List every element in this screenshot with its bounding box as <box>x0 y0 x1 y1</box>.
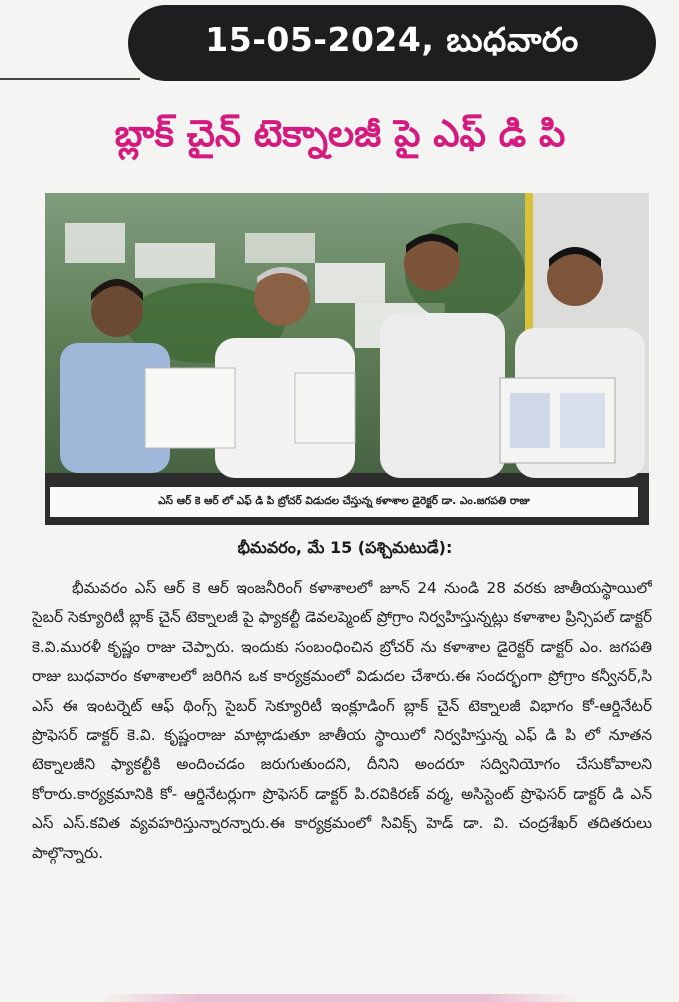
photo-caption: ఎస్ ఆర్ కె ఆర్ లో ఎఫ్ డి పి బ్రోచర్ విడుదల చేస్తున్న కళాశాల డైరెక్టర్ డా. ఎం.జగపతి రాజు <box>50 487 638 517</box>
article-body: భీమవరం ఎస్ ఆర్ కె ఆర్ ఇంజనీరింగ్ కళాశాలలో జూన్ 24 నుండి 28 వరకు జాతీయస్థాయిలో సైబర్ సెక్యూరిటీ బ్లాక్ చైన్ టెక్నాలజీ పై ఫ్యాకల్టీ డెవలప్మెంట్ ప్రోగ్రాం నిర్వహిస్తున్నట్లు కళాశాల ప్రిన్సిపల్ డాక్టర్ కె.వి.మురళీ కృష్ణం రాజు చెప్పారు. ఇందుకు సంబంధించిన బ్రోచర్ ను కళాశాల డైరెక్టర్ డాక్టర్ ఎం. జగపతి రాజు బుధవారం కళాశాలలో జరిగిన ఒక కార్యక్రమంలో విడుదల చేశారు.ఈ సందర్భంగా ప్రోగ్రాం కన్వీనర్,సి ఎస్ ఈ ఇంటర్నెట్ ఆఫ్ థింగ్స్ సైబర్ సెక్యూరిటీ ఇంక్లూడింగ్ బ్లాక్ చైన్ టెక్నాలజీ విభాగం కో-ఆర్డినేటర్ ప్రొఫెసర్ డాక్టర్ కె.వి. కృష్ణంరాజు మాట్లాడుతూ జాతీయ స్థాయిలో నిర్వహిస్తున్న ఎఫ్ డి పి లో నూతన టెక్నాలజీని ఫ్యాకల్టీకి అందించడం జరుగుతుందని, దీనిని అందరూ సద్వినియోగం చేసుకోవాలని కోరారు.కార్యక్రమానికి కో- ఆర్డినేటర్లుగా ప్రొఫెసర్ డాక్టర్ పి.రవికిరణ్ వర్మ, అసిస్టెంట్ ప్రొఫెసర్ డాక్టర్ డి ఎన్ ఎస్ ఎస్.కవిత వ్యవహరిస్తున్నారన్నారు.ఈ కార్యక్రమంలో సివిక్స్ హెడ్ డా. వి. చంద్రశేఖర్ తదితరులు పాల్గొన్నారు. <box>32 579 652 862</box>
photo-illustration <box>45 193 649 525</box>
article-dateline: భీమవరం, మే 15 (పశ్చిమటుడే): <box>237 538 453 557</box>
news-photo <box>45 193 649 525</box>
bottom-print-edge <box>100 994 580 1002</box>
date-banner <box>128 5 656 81</box>
date-text: 15-05-2024, బుధవారం <box>205 19 579 59</box>
article-headline: బ్లాక్ చైన్ టెక్నాలజీ పై ఎఫ్ డి పి <box>114 112 566 155</box>
header-rule <box>0 78 140 80</box>
